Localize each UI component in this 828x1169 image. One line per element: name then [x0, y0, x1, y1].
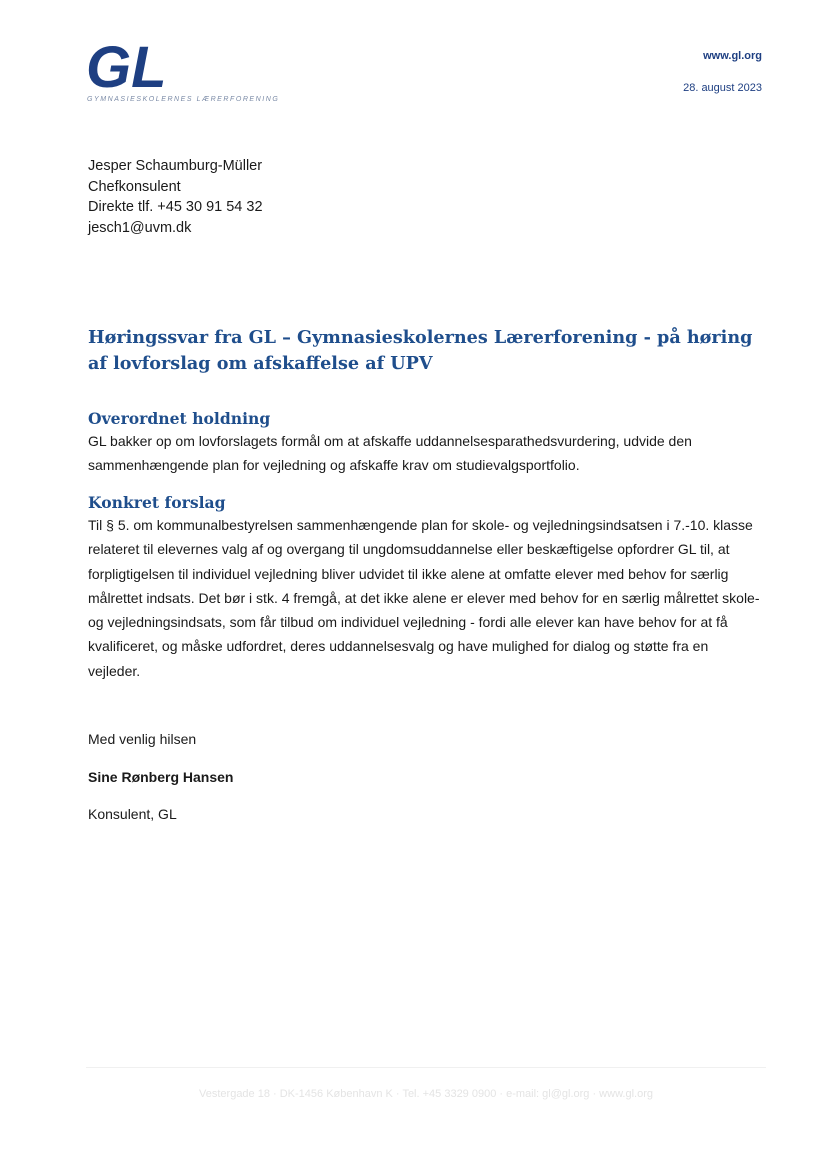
letter-date: 28. august 2023	[683, 82, 762, 94]
contact-email[interactable]: jesch1@uvm.dk	[88, 219, 192, 236]
contact-title: Chefkonsulent	[88, 178, 181, 195]
signer-role: Konsulent, GL	[88, 806, 177, 822]
gl-logo	[86, 40, 286, 110]
section-heading: Konkret forslag	[88, 493, 226, 512]
contact-phone: Direkte tlf. +45 30 91 54 32	[88, 199, 263, 215]
signer-name: Sine Rønberg Hansen	[88, 769, 234, 785]
logo-text: GL	[86, 40, 167, 92]
section-body: GL bakker op om lovforslagets formål om at afskaffe uddannelsesparathedsvurdering, udvide den sammenhængende plan for vejledning og afskaffe krav om studievalgsportfolio.	[88, 433, 692, 474]
logo-tagline: GYMNASIESKOLERNES LÆRERFORENING	[87, 96, 280, 103]
section-concrete-proposal	[88, 493, 764, 683]
contact-name: Jesper Schaumburg-Müller	[88, 158, 263, 174]
section-overall-position	[88, 409, 764, 478]
section-body: Til § 5. om kommunalbestyrelsen sammenhængende plan for skole- og vejledningsindsatsen i 7.-10. klasse relateret til elevernes valg af og overgang til ungdomsuddannelse eller beskæftigelse opfordrer GL til, at forpligtigelsen til individuel vejledning bliver udvidet til ikke alene at omfatte elever med behov for særlig målrettet indsats. Det bør i stk. 4 fremgå, at det ikke alene er elever med behov for en særlig målrettet skole- og vejledningsindsats, som får tilbud om individuel vejledning - fordi alle elever kan have behov for at få kvalificeret, og måske udfordret, deres uddannelsesvalg og have mulighed for dialog og støtte fra en vejleder.	[88, 517, 760, 679]
closing-greeting: Med venlig hilsen	[88, 731, 197, 747]
header-meta	[683, 50, 762, 94]
gl-logo-mark	[86, 40, 196, 92]
section-heading: Overordnet holdning	[88, 409, 271, 428]
footer-address: Vestergade 18 · DK-1456 København K · Tel. +45 3329 0900 · e-mail: gl@gl.org · www.gl.org	[86, 1067, 766, 1100]
website-link[interactable]: www.gl.org	[703, 50, 762, 62]
document-title: Høringssvar fra GL – Gymnasieskolernes Lærerforening - på høring af lovforslag om afskaffelse af UPV	[88, 327, 753, 374]
contact-block	[88, 156, 263, 238]
